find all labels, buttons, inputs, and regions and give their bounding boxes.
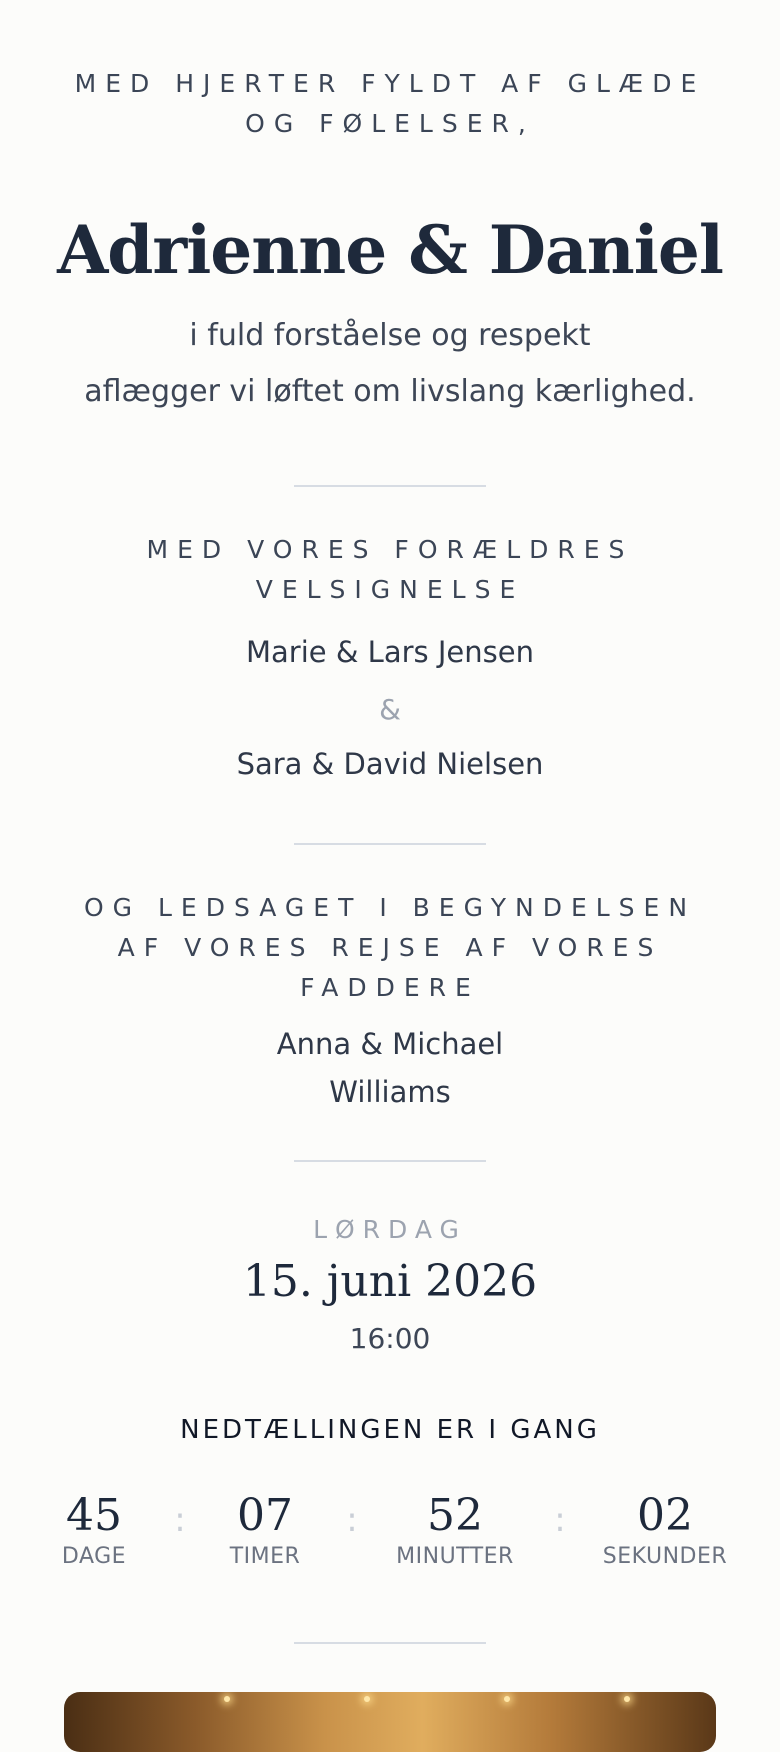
event-time: 16:00 [349, 1322, 431, 1355]
couple-names: Adrienne & Daniel [57, 211, 723, 289]
countdown-days-label: DAGE [61, 1544, 127, 1569]
godparents-names-line-1: Anna & Michael [276, 1027, 504, 1061]
chandelier-light-icon [624, 1696, 630, 1702]
intro-line-1: MED HJERTER FYLDT AF GLÆDE [74, 69, 706, 98]
intro-text [0, 64, 780, 144]
parents-heading-line-2: VELSIGNELSE [255, 575, 525, 604]
chandelier-light-icon [224, 1696, 230, 1702]
godparents-heading-line-1: OG LEDSAGET I BEGYNDELSEN [83, 893, 697, 922]
countdown-seconds-label: SEKUNDER [602, 1544, 728, 1569]
countdown-heading: NEDTÆLLINGEN ER I GANG [180, 1415, 600, 1445]
parents-family-1: Marie & Lars Jensen [246, 635, 534, 669]
godparents-names-line-2: Williams [329, 1075, 451, 1109]
divider-2 [294, 843, 486, 845]
parents-heading [0, 530, 780, 610]
event-weekday: LØRDAG [313, 1215, 467, 1244]
countdown-separator: : [346, 1500, 358, 1540]
godparents-heading [0, 888, 780, 1008]
godparents-names [0, 1020, 780, 1116]
event-date: 15. juni 2026 [242, 1256, 538, 1307]
vow-text [0, 308, 780, 420]
countdown-separator: : [174, 1500, 186, 1540]
countdown-hours-value: 07 [237, 1490, 293, 1541]
countdown-minutes [380, 1490, 530, 1572]
countdown-hours [210, 1490, 320, 1572]
divider-4 [294, 1642, 486, 1644]
godparents-heading-line-2: AF VORES REJSE AF VORES [117, 933, 663, 962]
parents-ampersand: & [379, 693, 401, 726]
countdown-hours-label: TIMER [229, 1544, 301, 1569]
chandelier-light-icon [364, 1696, 370, 1702]
countdown-separator: : [554, 1500, 566, 1540]
countdown-days-value: 45 [66, 1490, 122, 1541]
divider-3 [294, 1160, 486, 1162]
godparents-heading-line-3: FADDERE [300, 973, 480, 1002]
vow-line-2: aflægger vi løftet om livslang kærlighed. [84, 374, 696, 409]
countdown-days [44, 1490, 144, 1572]
venue-photo [64, 1692, 716, 1752]
countdown-seconds-value: 02 [637, 1490, 693, 1541]
parents-family-2: Sara & David Nielsen [236, 747, 544, 781]
countdown-minutes-value: 52 [427, 1490, 483, 1541]
parents-heading-line-1: MED VORES FORÆLDRES [146, 535, 634, 564]
divider-1 [294, 485, 486, 487]
countdown-minutes-label: MINUTTER [396, 1544, 514, 1569]
countdown [0, 1490, 780, 1580]
vow-line-1: i fuld forståelse og respekt [189, 318, 591, 353]
intro-line-2: OG FØLELSER, [245, 109, 535, 138]
countdown-seconds [590, 1490, 740, 1572]
chandelier-light-icon [504, 1696, 510, 1702]
